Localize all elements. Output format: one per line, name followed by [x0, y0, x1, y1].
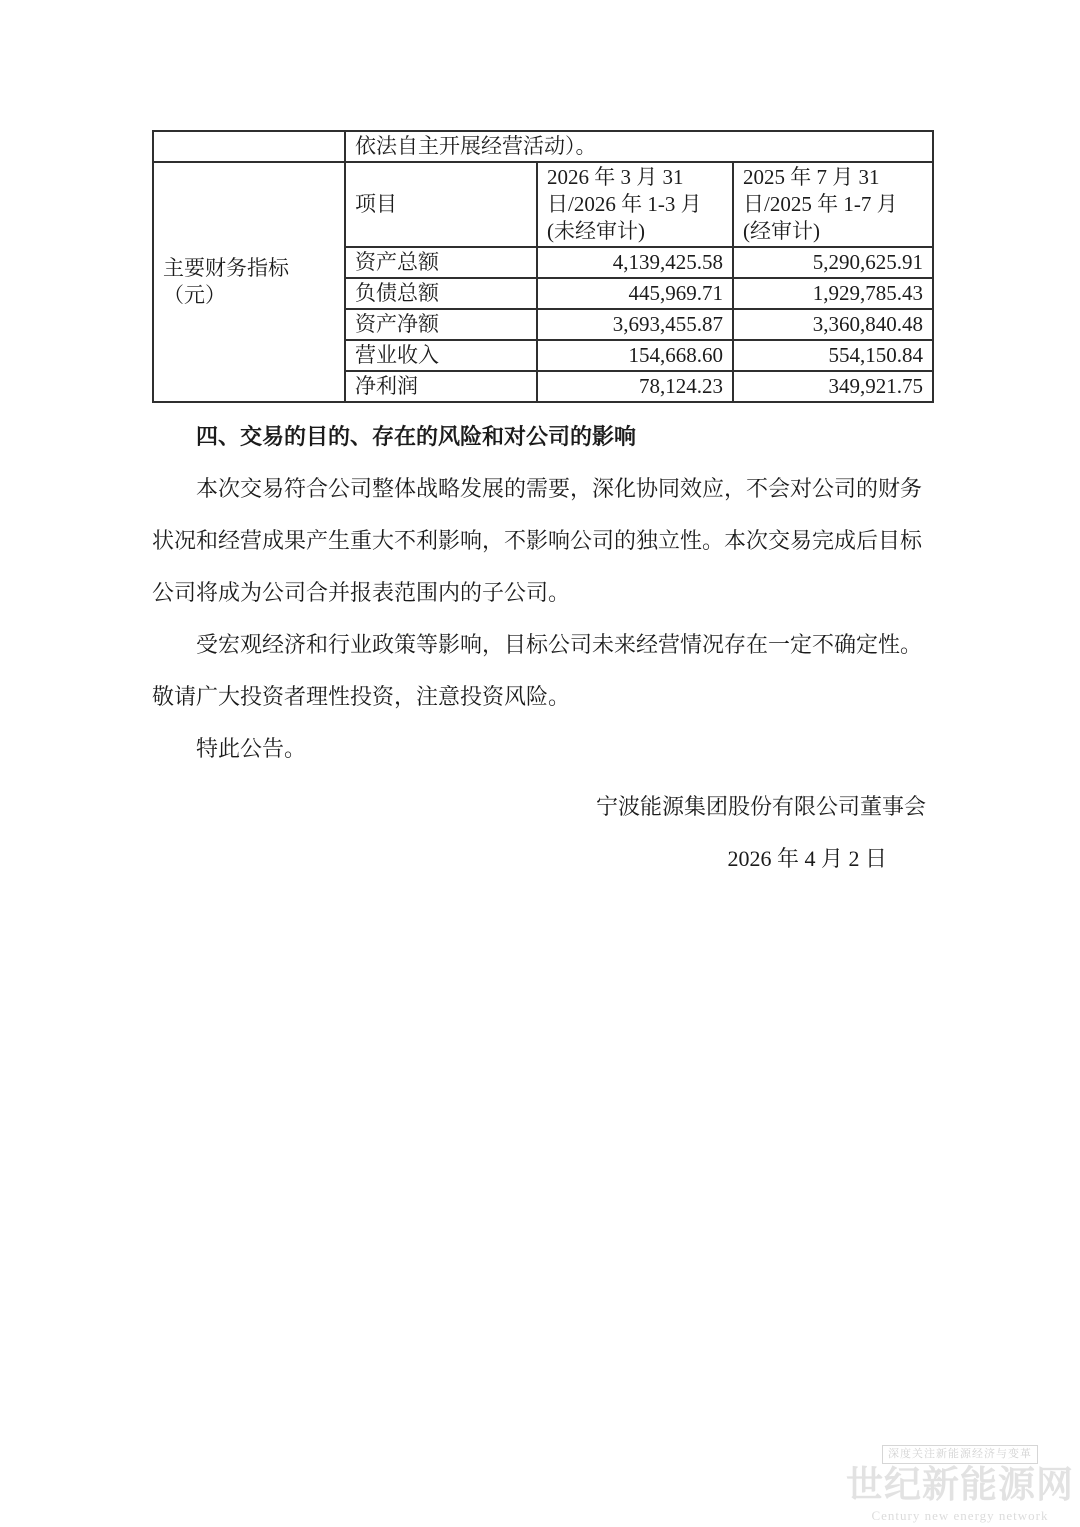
value-2025-cell: 1,929,785.43 — [733, 278, 933, 309]
value-2025-cell: 349,921.75 — [733, 371, 933, 402]
metric-label-cell: 营业收入 — [345, 340, 537, 371]
date-line: 2026 年 4 月 2 日 — [727, 846, 887, 871]
watermark-subtitle: Century new energy network — [871, 1508, 1049, 1523]
section-heading: 四、交易的目的、存在的风险和对公司的影响 — [196, 424, 637, 449]
left-label-line2: （元） — [163, 283, 226, 307]
signature-block — [152, 781, 932, 885]
watermark-tagline: 深度关注新能源经济与变革 — [882, 1445, 1038, 1464]
paragraph-line: 受宏观经济和行业政策等影响，目标公司未来经营情况存在一定不确定性。 — [196, 632, 923, 657]
watermark-title: 世纪新能源网 — [846, 1465, 1074, 1506]
empty-cell — [153, 131, 345, 162]
left-label-line1: 主要财务指标 — [163, 256, 289, 280]
table-row-continuation — [153, 131, 933, 162]
value-2026-cell: 445,969.71 — [537, 278, 733, 309]
header-2025-cell: 2025 年 7 月 31 日/2025 年 1-7 月(经审计) — [733, 162, 933, 247]
watermark — [842, 1444, 1078, 1523]
metric-label-cell: 负债总额 — [345, 278, 537, 309]
metric-label-cell: 资产净额 — [345, 309, 537, 340]
paragraph-line: 状况和经营成果产生重大不利影响，不影响公司的独立性。本次交易完成后目标 — [152, 528, 923, 553]
paragraph-line: 敬请广大投资者理性投资，注意投资风险。 — [152, 684, 571, 709]
document-content — [152, 130, 932, 885]
paragraph-line: 本次交易符合公司整体战略发展的需要，深化协同效应，不会对公司的财务 — [196, 476, 923, 501]
value-2026-cell: 78,124.23 — [537, 371, 733, 402]
metric-label-cell: 资产总额 — [345, 247, 537, 278]
closing-line: 特此公告。 — [196, 736, 307, 761]
continuation-text-cell: 依法自主开展经营活动）。 — [345, 131, 933, 162]
body-text — [152, 411, 932, 885]
value-2026-cell: 3,693,455.87 — [537, 309, 733, 340]
signature-line: 宁波能源集团股份有限公司董事会 — [595, 794, 926, 819]
value-2025-cell: 3,360,840.48 — [733, 309, 933, 340]
value-2026-cell: 154,668.60 — [537, 340, 733, 371]
header-2026-cell: 2026 年 3 月 31 日/2026 年 1-3 月(未经审计) — [537, 162, 733, 247]
financial-table — [152, 130, 934, 403]
value-2025-cell: 5,290,625.91 — [733, 247, 933, 278]
table-header-row — [153, 162, 933, 247]
value-2026-cell: 4,139,425.58 — [537, 247, 733, 278]
header-item-cell: 项目 — [345, 162, 537, 247]
metric-label-cell: 净利润 — [345, 371, 537, 402]
value-2025-cell: 554,150.84 — [733, 340, 933, 371]
paragraph-line: 公司将成为公司合并报表范围内的子公司。 — [152, 580, 571, 605]
left-label-cell — [153, 162, 345, 402]
